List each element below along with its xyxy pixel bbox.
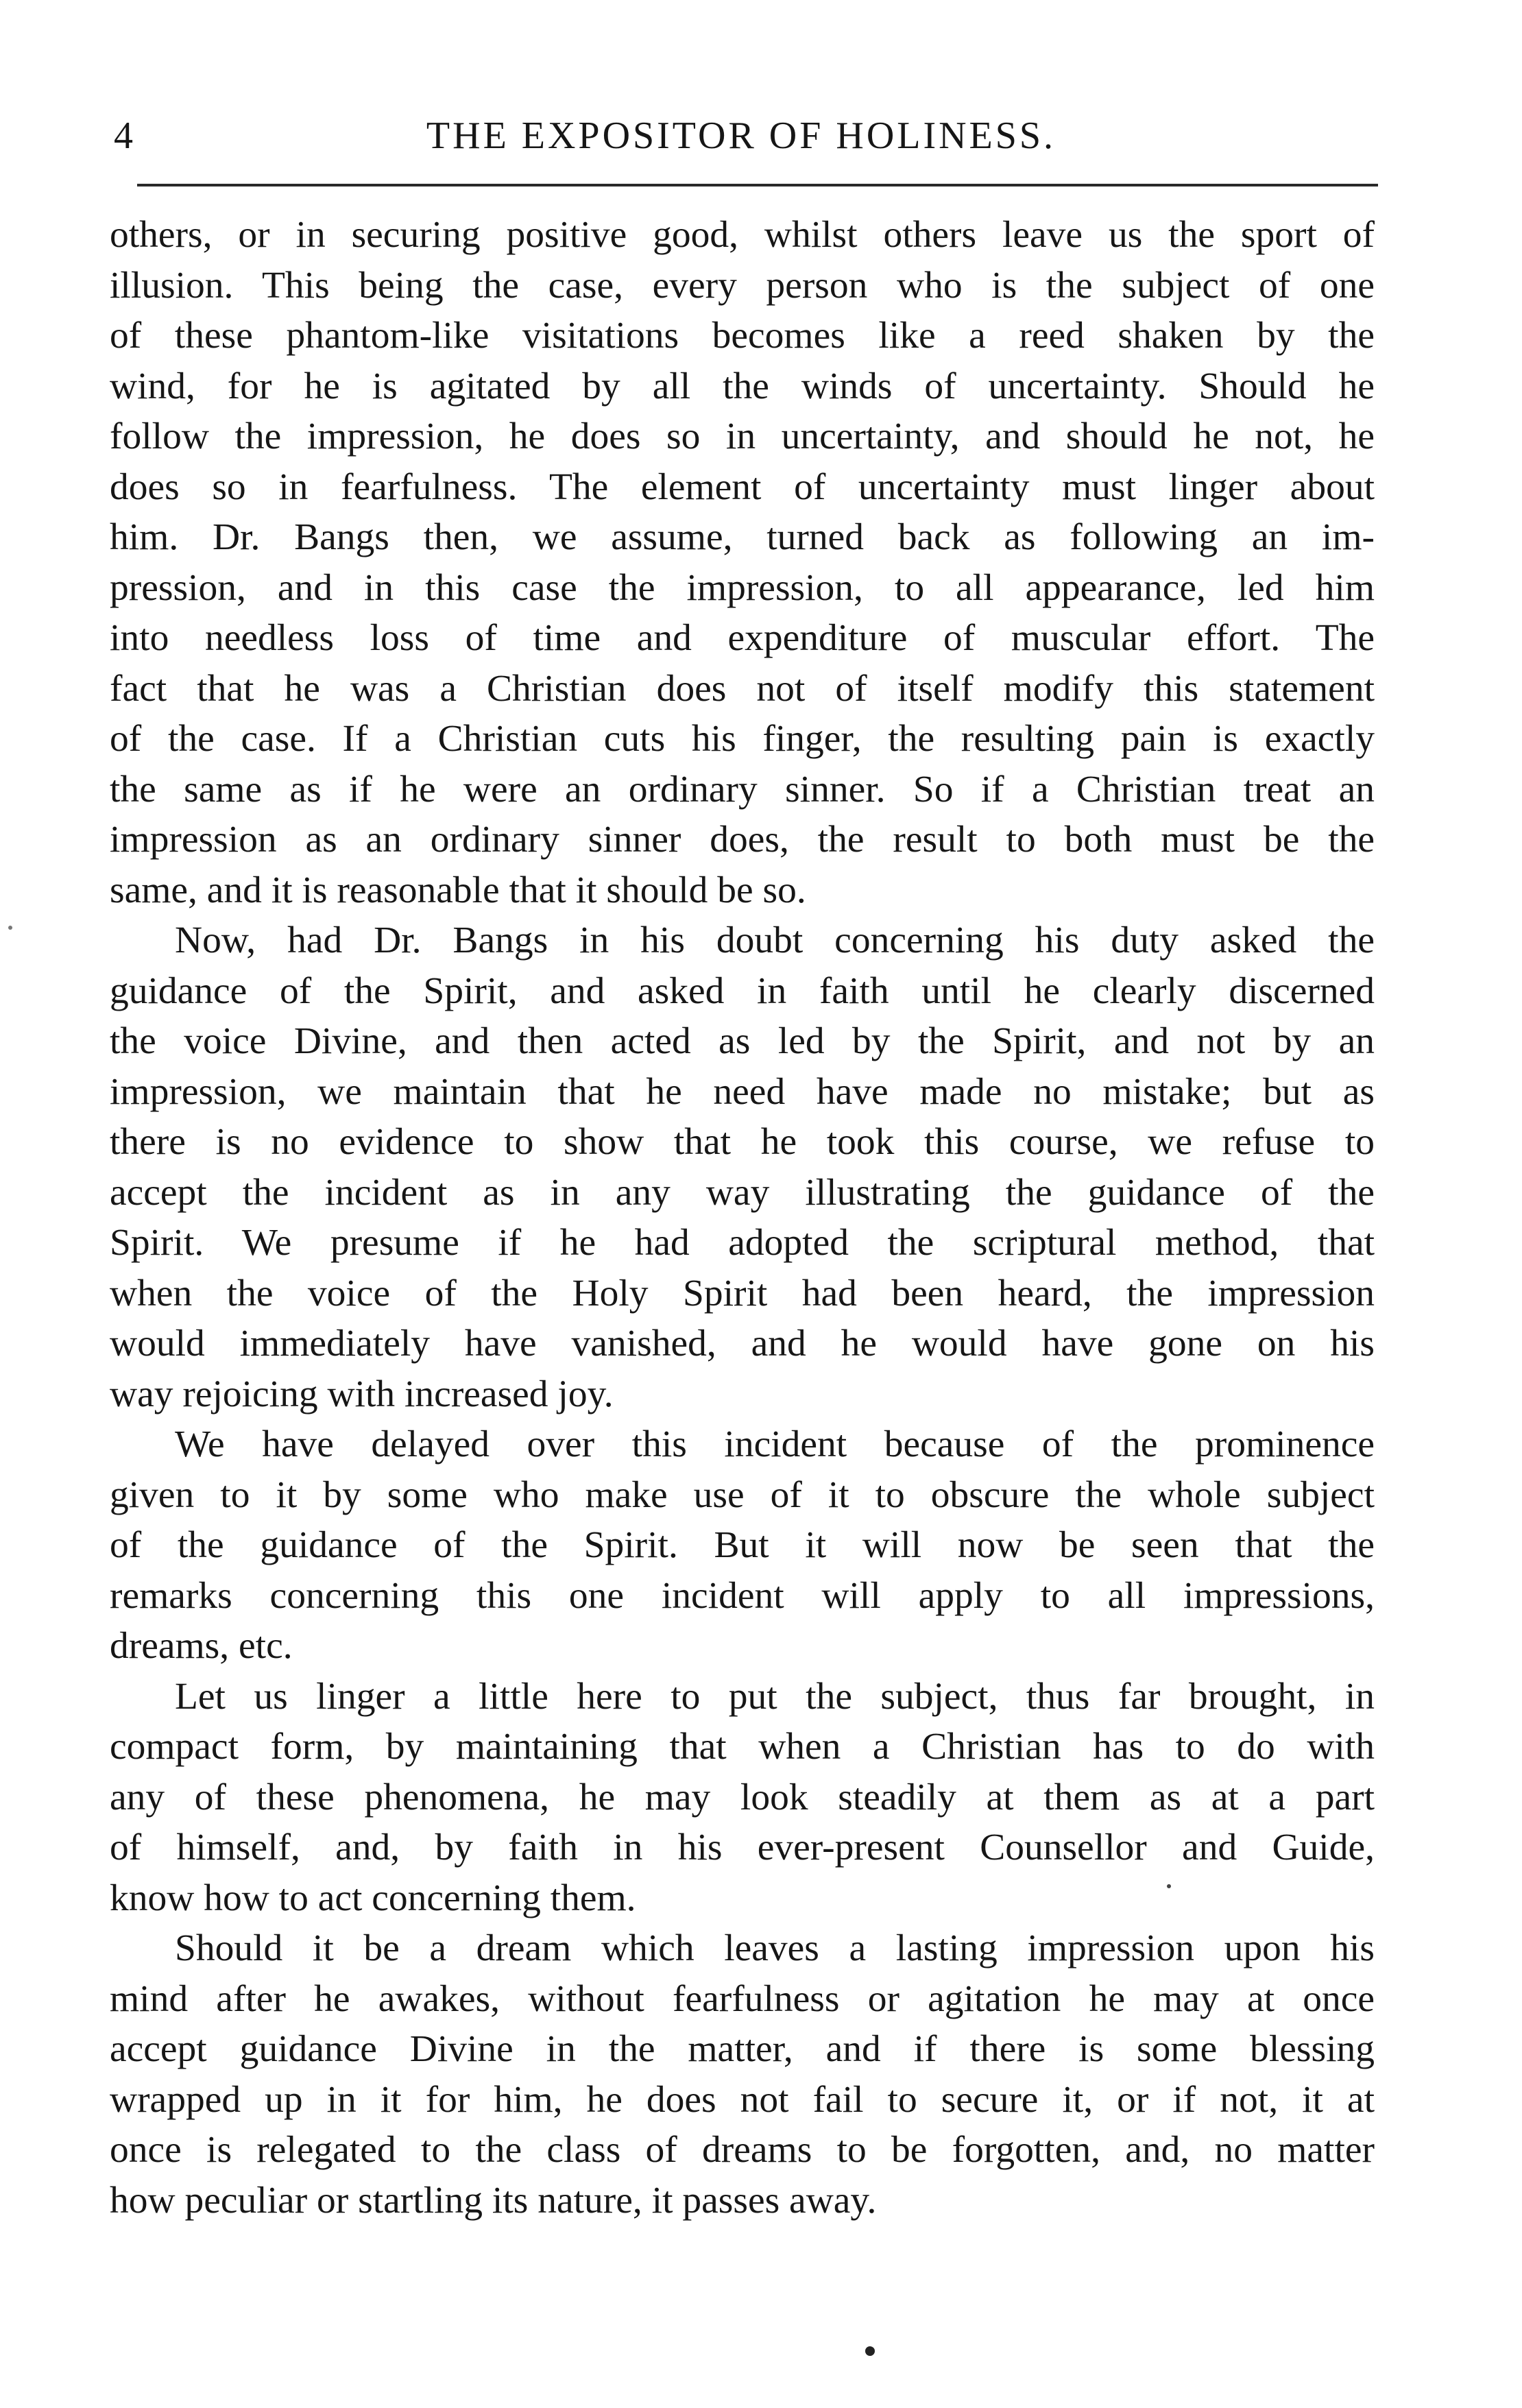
text-line: the voice Divine, and then acted as led by the Spirit, and not by an — [110, 1020, 1375, 1062]
text-line: follow the impression, he does so in uncertainty, and should he not, he — [110, 416, 1375, 457]
margin-speck — [8, 926, 12, 930]
text-line: wind, for he is agitated by all the winds of uncertainty. Should he — [110, 365, 1375, 407]
text-line: of these phantom-like visitations becomes like a reed shaken by the — [110, 315, 1375, 357]
text-line: there is no evidence to show that he took this course, we refuse to — [110, 1121, 1375, 1163]
paragraph-4 — [110, 1672, 1375, 1924]
text-line: the same as if he were an ordinary sinner. So if a Christian treat an — [110, 768, 1375, 810]
text-line: does so in fearfulness. The element of uncertainty must linger about — [110, 466, 1375, 508]
text-line: wrapped up in it for him, he does not fail to secure it, or if not, it at — [110, 2078, 1375, 2121]
text-line: We have delayed over this incident because of the prominence — [175, 1423, 1375, 1465]
text-line: dreams, etc. — [110, 1625, 293, 1667]
ink-speck — [1167, 1884, 1171, 1888]
text-line: into needless loss of time and expenditure of muscular effort. The — [110, 617, 1375, 659]
text-line: way rejoicing with increased joy. — [110, 1373, 614, 1415]
text-line: impression as an ordinary sinner does, the result to both must be the — [110, 819, 1375, 860]
text-line: once is relegated to the class of dreams to be forgotten, and, no matter — [110, 2129, 1375, 2171]
text-line: him. Dr. Bangs then, we assume, turned back as following an im- — [110, 516, 1375, 558]
text-line: compact form, by maintaining that when a Christian has to do with — [110, 1726, 1375, 1768]
text-line: impression, we maintain that he need have made no mistake; but as — [110, 1070, 1375, 1113]
paragraph-5 — [110, 1923, 1375, 2226]
running-title: THE EXPOSITOR OF HOLINESS. — [426, 115, 1056, 157]
text-line: when the voice of the Holy Spirit had been heard, the impression — [110, 1272, 1375, 1314]
text-line: any of these phenomena, he may look steadily at them as at a part — [110, 1776, 1375, 1818]
paragraph-3 — [110, 1419, 1375, 1672]
text-line: know how to act concerning them. — [110, 1877, 636, 1919]
text-line: pression, and in this case the impression, to all appearance, led him — [110, 566, 1375, 609]
text-line: given to it by some who make use of it to obscure the whole subject — [110, 1473, 1375, 1516]
page-number: 4 — [114, 115, 133, 157]
text-line: remarks concerning this one incident will apply to all impressions, — [110, 1574, 1375, 1617]
text-line: Let us linger a little here to put the subject, thus far brought, in — [175, 1675, 1375, 1718]
paragraph-1 — [110, 210, 1375, 915]
text-line: mind after he awakes, without fearfulness or agitation he may at once — [110, 1977, 1375, 2020]
text-line: fact that he was a Christian does not of itself modify this statement — [110, 667, 1375, 710]
text-line: Now, had Dr. Bangs in his doubt concerning his duty asked the — [175, 919, 1375, 961]
text-line: others, or in securing positive good, whilst others leave us the sport of — [110, 214, 1375, 256]
text-line: accept the incident as in any way illustrating the guidance of the — [110, 1171, 1375, 1214]
text-line: accept guidance Divine in the matter, and if there is some blessing — [110, 2028, 1375, 2070]
text-line: Spirit. We presume if he had adopted the scriptural method, that — [110, 1222, 1375, 1264]
header-rule — [137, 184, 1378, 186]
text-line: Should it be a dream which leaves a lasting impression upon his — [175, 1927, 1375, 1969]
text-line: would immediately have vanished, and he would have gone on his — [110, 1323, 1375, 1364]
text-line: of the guidance of the Spirit. But it will now be seen that the — [110, 1524, 1375, 1566]
text-line: illusion. This being the case, every person who is the subject of one — [110, 264, 1375, 306]
text-line: of the case. If a Christian cuts his finger, the resulting pain is exactly — [110, 718, 1375, 760]
bottom-ink-mark — [865, 2346, 875, 2356]
text-line: same, and it is reasonable that it should be so. — [110, 869, 806, 911]
running-head — [110, 110, 1373, 165]
text-line: of himself, and, by faith in his ever-present Counsellor and Guide, — [110, 1827, 1375, 1868]
paragraph-2 — [110, 915, 1375, 1419]
body-text — [110, 210, 1375, 2226]
text-line: guidance of the Spirit, and asked in faith until he clearly discerned — [110, 970, 1375, 1012]
text-line: how peculiar or startling its nature, it passes away. — [110, 2179, 877, 2222]
